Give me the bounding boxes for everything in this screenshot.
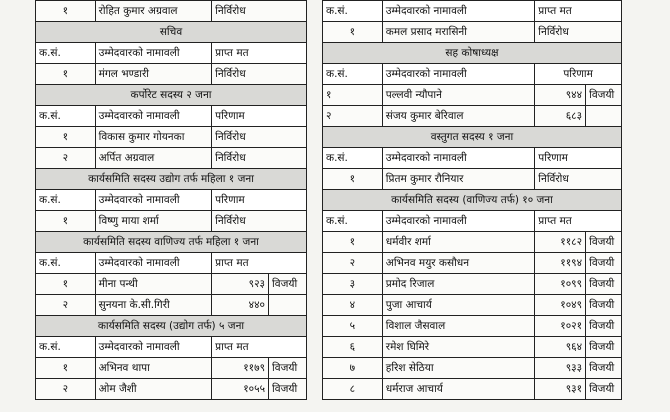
candidate-name: विष्णु माया शर्मा xyxy=(95,211,212,232)
section-header xyxy=(36,169,307,190)
result: निर्विरोध xyxy=(212,127,307,148)
table-row xyxy=(36,148,307,169)
header-serial: क.सं. xyxy=(323,64,383,85)
serial-number: १ xyxy=(36,1,96,22)
candidate-name: रोहित कुमार अग्रवाल xyxy=(95,1,212,22)
candidate-name: विकास कुमार गोयनका xyxy=(95,127,212,148)
table-row xyxy=(36,127,307,148)
header-name: उम्मेदवारको नामावली xyxy=(95,106,212,127)
header-votes: प्राप्त मत xyxy=(535,1,622,22)
candidate-name: कमल प्रसाद मरासिनी xyxy=(382,22,534,43)
vote-count: १०५५ xyxy=(212,379,269,400)
header-votes: प्राप्त मत xyxy=(212,43,307,64)
table-row xyxy=(323,85,622,106)
left-column xyxy=(35,0,307,400)
vote-count: १०२१ xyxy=(535,316,586,337)
column-header-row xyxy=(36,43,307,64)
vote-count: ९२३ xyxy=(212,274,269,295)
left-results-table xyxy=(35,0,307,400)
candidate-name: हरिश सेठिया xyxy=(382,358,534,379)
section-title-cotreasurer: सह कोषाध्यक्ष xyxy=(323,43,622,64)
bottom-margin xyxy=(0,412,670,420)
candidate-name: प्रितम कुमार रौनियार xyxy=(382,169,534,190)
serial-number: ५ xyxy=(323,316,383,337)
vote-count: ६८३ xyxy=(535,106,586,127)
result: विजयी xyxy=(586,85,622,106)
serial-number: १ xyxy=(36,64,96,85)
header-votes: प्राप्त मत xyxy=(212,253,307,274)
result: विजयी xyxy=(586,274,622,295)
header-result: परिणाम xyxy=(535,148,622,169)
section-header xyxy=(36,232,307,253)
vote-count: ११७९ xyxy=(212,358,269,379)
right-results-table xyxy=(322,0,622,400)
right-column xyxy=(322,0,622,400)
section-title-commerce-women: कार्यसमिति सदस्य वाणिज्य तर्फ महिला १ जना xyxy=(36,232,307,253)
header-name: उम्मेदवारको नामावली xyxy=(95,43,212,64)
column-header-row xyxy=(323,1,622,22)
candidate-name: अर्पित अग्रवाल xyxy=(95,148,212,169)
header-votes: प्राप्त मत xyxy=(535,211,622,232)
candidate-name: ओम जैशी xyxy=(95,379,212,400)
table-row xyxy=(36,295,307,316)
vote-count: ९४४ xyxy=(535,85,586,106)
candidate-name: अभिनव मयुर कसौधन xyxy=(382,253,534,274)
column-header-row xyxy=(36,253,307,274)
column-header-row xyxy=(36,337,307,358)
candidate-name: मंगल भण्डारी xyxy=(95,64,212,85)
candidate-name: विशाल जैसवाल xyxy=(382,316,534,337)
header-serial: क.सं. xyxy=(36,337,96,358)
result: विजयी xyxy=(586,358,622,379)
table-row xyxy=(323,169,622,190)
vote-count: ११८२ xyxy=(535,232,586,253)
section-title-commodity: वस्तुगत सदस्य १ जना xyxy=(323,127,622,148)
candidate-name: मीना पन्थी xyxy=(95,274,212,295)
header-serial: क.सं. xyxy=(323,211,383,232)
vote-count: ४४० xyxy=(212,295,269,316)
column-header-row xyxy=(36,190,307,211)
vote-count: ९३३ xyxy=(535,358,586,379)
section-header xyxy=(36,22,307,43)
serial-number: ७ xyxy=(323,358,383,379)
serial-number: २ xyxy=(323,253,383,274)
header-name: उम्मेदवारको नामावली xyxy=(382,211,534,232)
section-header xyxy=(323,190,622,211)
candidate-name: संजय कुमार बेरिवाल xyxy=(382,106,534,127)
result: विजयी xyxy=(586,337,622,358)
section-header xyxy=(323,127,622,148)
table-row xyxy=(323,379,622,400)
table-row xyxy=(36,274,307,295)
column-header-row xyxy=(323,211,622,232)
table-row xyxy=(36,358,307,379)
column-header-row xyxy=(323,64,622,85)
serial-number: १ xyxy=(36,274,96,295)
table-row xyxy=(36,64,307,85)
serial-number: १ xyxy=(323,85,383,106)
column-header-row xyxy=(323,148,622,169)
header-name: उम्मेदवारको नामावली xyxy=(95,190,212,211)
candidate-name: धर्मवीर शर्मा xyxy=(382,232,534,253)
serial-number: १ xyxy=(323,22,383,43)
candidate-name: धर्मराज आचार्य xyxy=(382,379,534,400)
vote-count: १०४९ xyxy=(535,295,586,316)
result: विजयी xyxy=(269,274,307,295)
result: निर्विरोध xyxy=(212,148,307,169)
header-votes: प्राप्त मत xyxy=(212,337,307,358)
header-name: उम्मेदवारको नामावली xyxy=(382,64,534,85)
result: विजयी xyxy=(586,232,622,253)
vote-count: ९३१ xyxy=(535,379,586,400)
result: विजयी xyxy=(586,295,622,316)
table-row xyxy=(323,232,622,253)
result xyxy=(269,295,307,316)
table-row xyxy=(323,274,622,295)
table-row xyxy=(323,316,622,337)
table-row xyxy=(323,253,622,274)
header-name: उम्मेदवारको नामावली xyxy=(382,1,534,22)
result xyxy=(586,106,622,127)
vote-count: १०९९ xyxy=(535,274,586,295)
section-title-industry-women: कार्यसमिति सदस्य उद्योग तर्फ महिला १ जना xyxy=(36,169,307,190)
serial-number: १ xyxy=(323,232,383,253)
header-serial: क.सं. xyxy=(36,106,96,127)
header-result: परिणाम xyxy=(212,106,307,127)
table-row xyxy=(36,211,307,232)
candidate-name: रमेश घिमिरे xyxy=(382,337,534,358)
result: विजयी xyxy=(269,379,307,400)
candidate-name: अभिनव थापा xyxy=(95,358,212,379)
header-result: परिणाम xyxy=(535,64,622,85)
serial-number: ६ xyxy=(323,337,383,358)
section-title-commerce: कार्यसमिति सदस्य (वाणिज्य तर्फ) १० जना xyxy=(323,190,622,211)
candidate-name: सुनयना के.सी.गिरी xyxy=(95,295,212,316)
table-row xyxy=(323,22,622,43)
table-row xyxy=(323,295,622,316)
serial-number: १ xyxy=(36,127,96,148)
header-name: उम्मेदवारको नामावली xyxy=(95,337,212,358)
column-header-row xyxy=(36,106,307,127)
section-header xyxy=(36,316,307,337)
header-serial: क.सं. xyxy=(36,190,96,211)
candidate-name: पल्लवी न्यौपाने xyxy=(382,85,534,106)
result: निर्विरोध xyxy=(212,211,307,232)
serial-number: १ xyxy=(36,211,96,232)
section-title-secretary: सचिव xyxy=(36,22,307,43)
section-title-corporate: कर्पोरेट सदस्य २ जना xyxy=(36,85,307,106)
section-title-industry: कार्यसमिति सदस्य (उद्योग तर्फ) ५ जना xyxy=(36,316,307,337)
vote-count: ११९४ xyxy=(535,253,586,274)
result: विजयी xyxy=(586,316,622,337)
header-serial: क.सं. xyxy=(323,1,383,22)
serial-number: २ xyxy=(323,106,383,127)
result: विजयी xyxy=(586,379,622,400)
header-serial: क.सं. xyxy=(323,148,383,169)
section-header xyxy=(36,85,307,106)
result: निर्विरोध xyxy=(212,64,307,85)
serial-number: २ xyxy=(36,295,96,316)
candidate-name: प्रमोद रिजाल xyxy=(382,274,534,295)
result: निर्विरोध xyxy=(535,22,622,43)
table-row xyxy=(36,1,307,22)
header-result: परिणाम xyxy=(212,190,307,211)
section-header xyxy=(323,43,622,64)
result: निर्विरोध xyxy=(535,169,622,190)
serial-number: ३ xyxy=(323,274,383,295)
vote-count: ९६४ xyxy=(535,337,586,358)
serial-number: २ xyxy=(36,379,96,400)
result: विजयी xyxy=(269,358,307,379)
result: विजयी xyxy=(586,253,622,274)
table-row xyxy=(323,358,622,379)
result: निर्विरोध xyxy=(212,1,307,22)
header-serial: क.सं. xyxy=(36,253,96,274)
serial-number: १ xyxy=(36,358,96,379)
table-row xyxy=(36,379,307,400)
header-serial: क.सं. xyxy=(36,43,96,64)
header-name: उम्मेदवारको नामावली xyxy=(95,253,212,274)
serial-number: २ xyxy=(36,148,96,169)
table-row xyxy=(323,106,622,127)
candidate-name: पुजा आचार्य xyxy=(382,295,534,316)
serial-number: १ xyxy=(323,169,383,190)
header-name: उम्मेदवारको नामावली xyxy=(382,148,534,169)
serial-number: ४ xyxy=(323,295,383,316)
table-row xyxy=(323,337,622,358)
serial-number: ८ xyxy=(323,379,383,400)
